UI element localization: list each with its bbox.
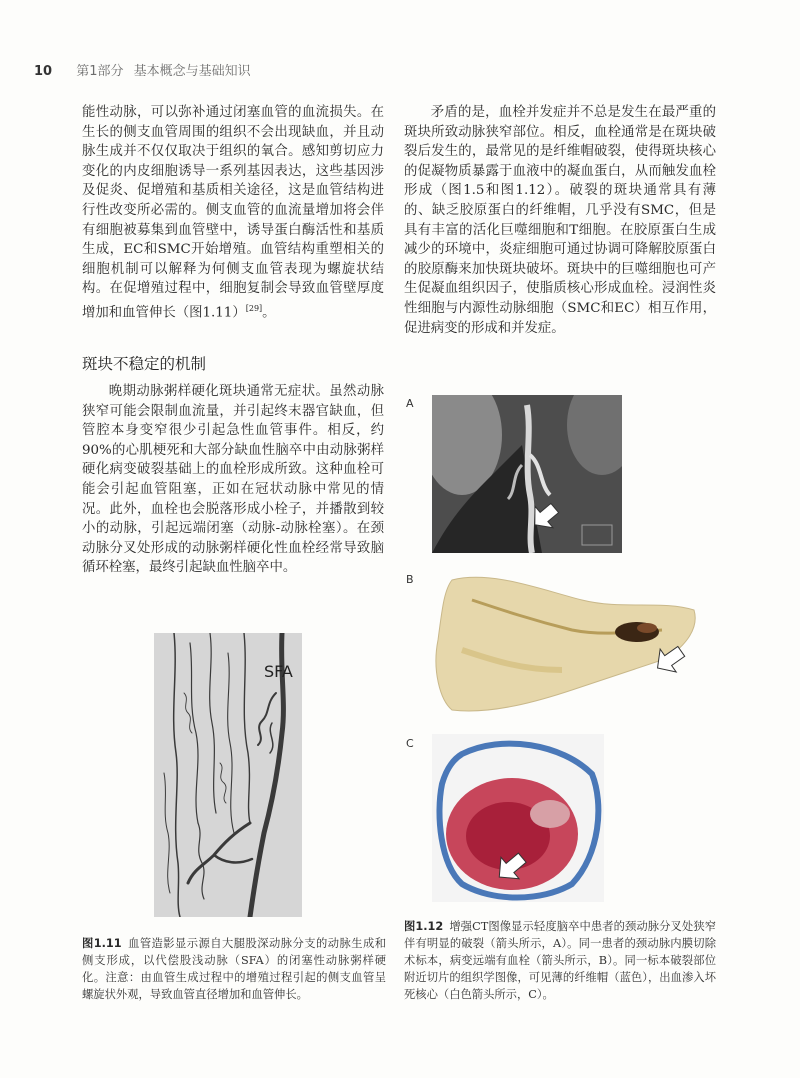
histology-image [432,734,604,902]
left-column-section [82,382,384,578]
specimen-image [432,570,702,720]
panel-letter-a: A [406,397,414,410]
panel-letter-c: C [406,737,414,750]
part-title: 基本概念与基础知识 [133,64,251,79]
caption-text: 增强CT图像显示轻度脑卒中患者的颈动脉分叉处狭窄伴有明显的破裂（箭头所示，A）。同一患者的颈动脉内膜切除术标本，病变远端有血栓（箭头所示，B）。同一标本破裂部位附近切片的组织学图像，可见薄的纤维帽（蓝色），出血渗入坏死核心（白色箭头所示，C）。 [404,920,716,1001]
body-paragraph: 矛盾的是，血栓并发症并不总是发生在最严重的斑块所致动脉狭窄部位。相反，血栓通常是在斑块破裂后发生的，最常见的是纤维帽破裂，使得斑块核心的促凝物质暴露于血液中的凝血蛋白，从而触发血栓形成（图1.5和图1.12）。破裂的斑块通常具有薄的、缺乏胶原蛋白的纤维帽，几乎没有SMC，但是具有丰富的活化巨噬细胞和T细胞。在胶原蛋白生成减少的环境中，炎症细胞可通过协调可降解胶原蛋白的胶原酶来加快斑块破坏。斑块中的巨噬细胞也可产生促凝血组织因子，使脂质核心形成血栓。浸润性炎性细胞与内源性动脉细胞（SMC和EC）相互作用，促进病变的形成和并发症。 [404,105,716,336]
ct-image [432,395,622,553]
page-number: 10 [34,64,53,79]
section-heading: 斑块不稳定的机制 [82,355,207,373]
part-label: 第1部分 [76,64,124,79]
panel-letter-b: B [406,573,414,586]
caption-label: 图1.11 [82,937,122,950]
figure-1-11-caption [82,935,386,1003]
angiogram-image [154,633,302,917]
right-column [404,103,716,338]
citation: [29] [245,303,263,313]
angiogram-vessels [154,633,302,917]
body-paragraph: 能性动脉，可以弥补通过闭塞血管的血流损失。在生长的侧支血管周围的组织不会出现缺血，并且动脉生成并不仅仅取决于组织的氧合。感知剪切应力变化的内皮细胞诱导一系列基因表达，这些基因涉及促炎、促增殖和基质相关途径，这是血管结构进行性改变所必需的。侧支血管的血流量增加将会伴有细胞被募集到血管壁中，诱导蛋白酶活性和基质生成，EC和SMC开始增殖。血管结构重塑相关的细胞机制可以解释为何侧支血管表现为螺旋状结构。在促增殖过程中，细胞复制会导致血管壁厚度增加和血管伸长（图1.11）[29]。 [82,105,384,321]
sfa-label: SFA [264,662,293,681]
caption-text: 血管造影显示源自大腿股深动脉分支的动脉生成和侧支形成，以代偿股浅动脉（SFA）的闭塞性动脉粥样硬化。注意：由血管生成过程中的增殖过程引起的侧支血管呈螺旋状外观，导致血管直径增加和血管伸长。 [82,937,386,1001]
running-header [34,60,251,79]
body-paragraph: 晚期动脉粥样硬化斑块通常无症状。虽然动脉狭窄可能会限制血流量，并引起终末器官缺血，但管腔本身变窄很少引起急性血管事件。相反，约90%的心肌梗死和大部分缺血性脑卒中由动脉粥样硬化病变破裂基础上的血栓形成所致。这种血栓可能会引起血管阻塞，正如在冠状动脉中常见的情况。此外，血栓也会脱落形成小栓子，并播散到较小的动脉，引起远端闭塞（动脉-动脉栓塞）。在颈动脉分叉处形成的动脉粥样硬化性血栓经常导致脑循环栓塞，最终引起缺血性脑卒中。 [82,384,384,576]
figure-1-12-caption [404,918,716,1003]
left-column-top [82,103,384,323]
caption-label: 图1.12 [404,920,444,933]
